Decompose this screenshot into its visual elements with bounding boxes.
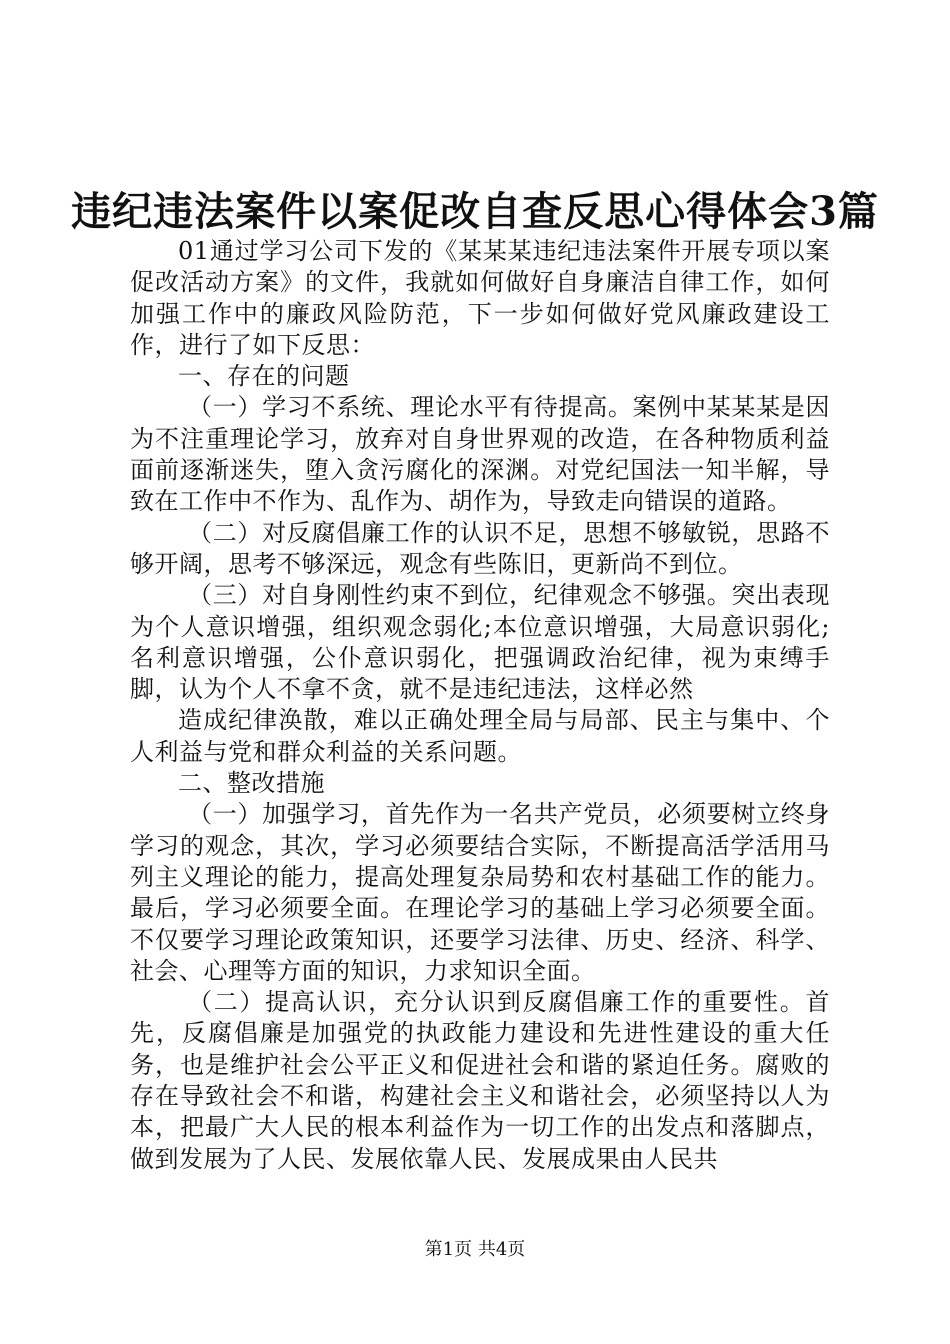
page-number: 第1页 共4页 [424,1239,526,1260]
section-heading-measures: 二、整改措施 [178,769,325,798]
measure-paragraph-1: （一）加强学习，首先作为一名共产党员，必须要树立终身学习的观念，其次，学习必须要结合实际，不断提高活学活用马列主义理论的能力，提高处理复杂局势和农村基础工作的能力。最后，学习必须要全面。在理论学习的基础上学习必须要全面。不仅要学习理论政策知识，还要学习法律、历史、经济、科学、社会、心理等方面的知识，力求知识全面。 [130,800,830,985]
problem-paragraph-1: （一）学习不系统、理论水平有待提高。案例中某某某是因为不注重理论学习，放弃对自身世界观的改造，在各种物质利益面前逐渐迷失，堕入贪污腐化的深渊。对党纪国法一知半解，导致在工作中不作为、乱作为、胡作为，导致走向错误的道路。 [130,393,830,516]
section-heading-problems: 一、存在的问题 [178,362,350,391]
problem-paragraph-2: （二）对反腐倡廉工作的认识不足，思想不够敏锐，思路不够开阔，思考不够深远，观念有些陈旧，更新尚不到位。 [130,518,830,578]
measure-paragraph-2: （二）提高认识，充分认识到反腐倡廉工作的重要性。首先，反腐倡廉是加强党的执政能力建设和先进性建设的重大任务，也是维护社会公平正义和促进社会和谐的紧迫任务。腐败的存在导致社会不和谐，构建社会主义和谐社会，必须坚持以人为本，把最广大人民的根本利益作为一切工作的出发点和落脚点，做到发展为了人民、发展依靠人民、发展成果由人民共 [130,988,830,1173]
document-body [130,236,830,1175]
intro-paragraph: 01通过学习公司下发的《某某某违纪违法案件开展专项以案促改活动方案》的文件，我就如何做好自身廉洁自律工作，如何加强工作中的廉政风险防范，下一步如何做好党风廉政建设工作，进行了如下反思： [130,237,830,359]
document-title: 违纪违法案件以案促改自查反思心得体会3篇 [71,188,879,235]
problem-paragraph-3-continued: 造成纪律涣散，难以正确处理全局与局部、民主与集中、个人利益与党和群众利益的关系问题。 [130,706,830,766]
problem-paragraph-3: （三）对自身刚性约束不到位，纪律观念不够强。突出表现为个人意识增强，组织观念弱化;本位意识增强，大局意识弱化;名利意识增强，公仆意识弱化，把强调政治纪律，视为束缚手脚，认为个人不拿不贪，就不是违纪违法，这样必然 [130,581,830,704]
